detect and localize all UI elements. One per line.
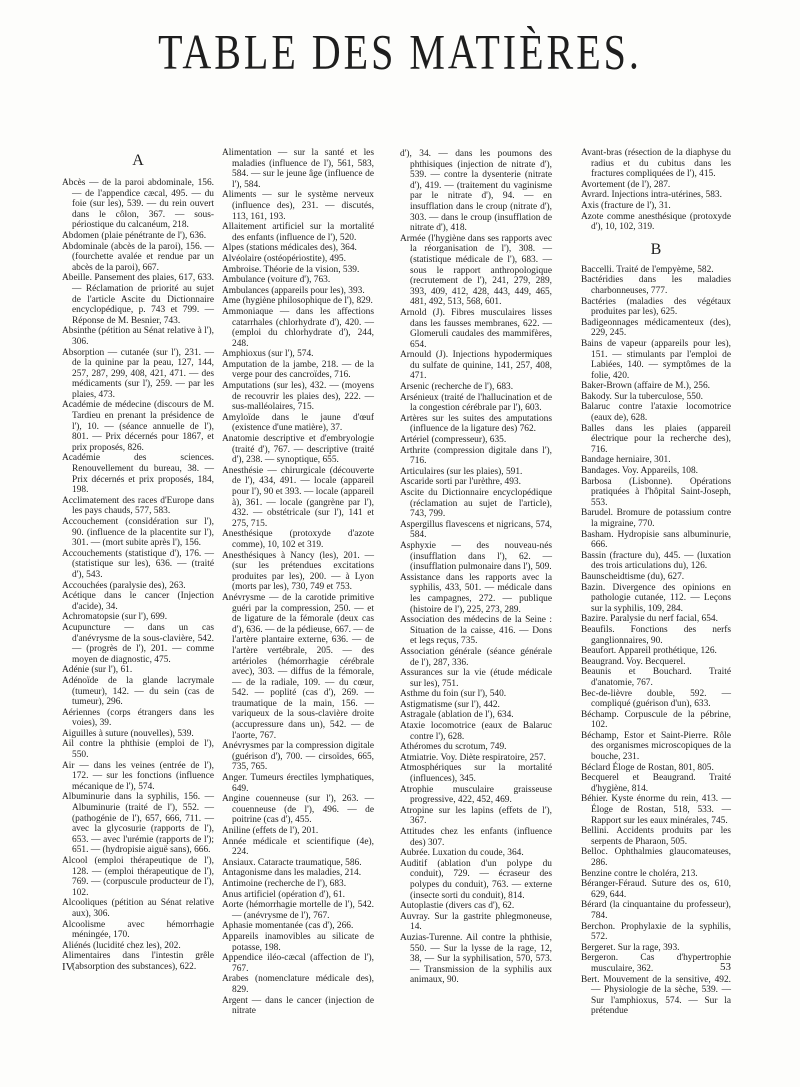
index-entry: Armée (l'hygiène dans ses rapports avec la réorganisation de l'), 308. — (statistique médicale de l'), 683. — sous le rapport anthropologique (recrutement de l'), 241, 279, 289, 393, 409, 412, 428, 443, 449, 465, 481, 492, 513, 568, 601.: [400, 233, 552, 308]
page-number: 53: [720, 961, 731, 973]
index-entry: Antagonisme dans les maladies, 214.: [222, 868, 362, 879]
index-entry: Alimentation — sur la santé et les maladies (influence de l'), 561, 583, 584. — sur le jeune âge (influence de l'), 584.: [222, 148, 374, 190]
index-entry: Barbosa (Lisbonne). Opérations pratiquées à l'hôpital Saint-Joseph, 553.: [581, 476, 731, 508]
index-entry: Association générale (séance générale de l'), 287, 336.: [400, 646, 552, 668]
index-entry: Acclimatement des races d'Europe dans les pays chauds, 577, 583.: [62, 495, 214, 517]
index-entry: Anesthésiques à Nancy (les), 201. — (sur les prétendues excitations produites par les), 200. — à Lyon (morts par les), 730, 749 et 753.: [222, 550, 374, 593]
index-entry: Béclard Éloge de Rostan, 801, 805.: [581, 762, 714, 773]
section-letter-a: A: [132, 152, 144, 169]
index-entry: Bains de vapeur (appareils pour les), 151. — stimulants par l'emploi de Labiées, 140. — symptômes de la folie, 420.: [581, 338, 731, 381]
index-entry: Badigeonnages médicamenteux (des), 229, 245.: [581, 317, 731, 339]
index-entry: Bazin. Divergence des opinions en pathologie cutanée, 112. — Leçons sur la syphilis, 109, 284.: [581, 582, 731, 614]
index-entry: Antimoine (recherche de l'), 683.: [222, 878, 347, 889]
index-entry: Balles dans les plaies (appareil électrique pour la recherche des), 716.: [581, 423, 731, 455]
index-entry: Arabes (nomenclature médicale des), 829.: [222, 974, 374, 995]
index-entry: Amputations (sur les), 432. — (moyens de recouvrir les plaies des), 222. — sus-malléolaires, 715.: [222, 381, 374, 413]
index-entry: Bakody. Sur la tuberculose, 550.: [581, 391, 704, 402]
index-entry: Anus artificiel (opération d'), 61.: [222, 889, 346, 900]
index-entry: Amyloïde dans le jaune d'œuf (existence d'une matière), 37.: [222, 412, 374, 434]
index-entry: Avrard. Injections intra-utérines, 583.: [581, 190, 722, 201]
index-entry: Acétique dans le cancer (Injection d'acide), 34.: [62, 591, 214, 612]
index-entry: Aspergillus flavescens et nigricans, 574, 584.: [400, 519, 552, 541]
index-entry: Académie de médecine (discours de M. Tardieu en prenant la présidence de l'), 10. — (séance annuelle de l'), 801. — Prix décernés pour 1867, et prix proposés, 826.: [62, 400, 214, 453]
index-entry: Ascaride sorti par l'urèthre, 493.: [400, 477, 521, 488]
index-entry: Barudel. Bromure de potassium contre la migraine, 770.: [581, 508, 731, 529]
index-entry: Abdominale (abcès de la paroi), 156. — (fourchette avalée et rendue par un abcès de la paroi), 667.: [62, 241, 214, 273]
index-entry: Association des médecins de la Seine : Situation de la caisse, 416. — Dons et legs reçus, 735.: [400, 615, 552, 647]
index-entry: Basham. Hydropisie sans albuminurie, 666.: [581, 529, 731, 551]
index-entry: Baunscheidtisme (du), 627.: [581, 571, 685, 582]
index-entry: Baccelli. Traité de l'empyème, 582.: [581, 264, 714, 275]
index-entry: Albuminurie dans la syphilis, 156. — Albuminurie (traité de l'), 552. — (pathogénie de l'), 657, 666, 711. — avec la glycosurie (rapports de l'), 653. — avec l'urémie (rapports de l'); 651. — (hydropisie aiguë sans), 666.: [62, 792, 214, 856]
index-entry: Béchamp. Corpuscule de la pébrine, 102.: [581, 709, 731, 731]
index-entry: Bazire. Paralysie du nerf facial, 654.: [581, 614, 718, 625]
index-entry: Astragale (ablation de l'), 634.: [400, 710, 514, 721]
index-entry: Alcooliques (pétition au Sénat relative aux), 306.: [62, 898, 214, 919]
index-entry: Bec-de-lièvre double, 592. — compliqué (guérison d'un), 633.: [581, 688, 731, 710]
index-entry: Avant-bras (résection de la diaphyse du radius et du cubitus dans les fractures compliquées de l'), 415.: [581, 148, 731, 180]
index-entry: Anatomie descriptive et d'embryologie (traité d'), 767. — descriptive (traité d'), 238. — synoptique, 655.: [222, 434, 374, 466]
index-entry: Accouchement (considération sur l'), 90. (influence de la placentite sur l'), 301. — (mort subite après l'), 156.: [62, 517, 214, 549]
index-entry: Autoplastie (divers cas d'), 62.: [400, 901, 515, 912]
index-entry: Alvéolaire (ostéopériostite), 495.: [222, 253, 346, 264]
index-entry: Ambroise. Théorie de la vision, 539.: [222, 264, 360, 275]
index-entry: Ataxie locomotrice (eaux de Balaruc contre l'), 628.: [400, 721, 552, 742]
index-column-1: [62, 150, 214, 973]
index-entry: Arnold (J). Fibres musculaires lisses dans les fausses membranes, 622. — Glomeruli caudales des mammifères, 654.: [400, 307, 552, 350]
index-entry: Ansiaux. Cataracte traumatique, 586.: [222, 857, 362, 868]
index-column-2: [222, 148, 374, 1017]
index-entry: Auvray. Sur la gastrite phlegmoneuse, 14.: [400, 911, 552, 933]
column-entries-post: [581, 265, 731, 1017]
index-entry: Aiguilles à suture (nouvelles), 539.: [62, 728, 194, 739]
index-entry: Anger. Tumeurs érectiles lymphatiques, 649.: [222, 773, 374, 794]
index-entry: Abcès — de la paroi abdominale, 156. — de l'appendice cæcal, 495. — du foie (sur les), 539. — du rein ouvert dans le côlon, 367. — sous-périostique du calcanéum, 218.: [62, 178, 214, 231]
index-entry: Bandage herniaire, 301.: [581, 455, 671, 466]
index-entry: Bérard (la cinquantaine du professeur), 784.: [581, 900, 731, 921]
index-entry: Ame (hygiène philosophique de l'), 829.: [222, 296, 373, 307]
index-entry: Appareils inamovibles au silicate de potasse, 198.: [222, 931, 374, 953]
index-entry: Balaruc contre l'ataxie locomotrice (eaux de), 628.: [581, 402, 731, 424]
index-entry: Atmosphériques sur la mortalité (influences), 345.: [400, 763, 552, 785]
index-entry: Bellini. Accidents produits par les serpents de Pharaon, 505.: [581, 826, 731, 847]
index-entry: Bactéries (maladies des végétaux produites par les), 625.: [581, 296, 731, 318]
index-entry: Achromatopsie (sur l'), 699.: [62, 612, 168, 623]
index-entry: Assurances sur la vie (étude médicale sur les), 751.: [400, 668, 552, 689]
index-entry: Accouchements (statistique d'), 176. — (statistique sur les), 636. — (traité d'), 543.: [62, 548, 214, 580]
index-entry: Beaunis et Bouchard. Traité d'anatomie, 767.: [581, 667, 731, 688]
index-entry: Anesthésique (protoxyde d'azote comme), 10, 102 et 319.: [222, 529, 374, 550]
index-entry: Bactéridies dans les maladies charbonneuses, 777.: [581, 275, 731, 296]
index-entry: Béranger-Féraud. Suture des os, 610, 629, 644.: [581, 879, 731, 900]
index-entry: Bandages. Voy. Appareils, 108.: [581, 466, 699, 477]
index-entry: Benzine contre le choléra, 213.: [581, 868, 698, 879]
index-entry: Auditif (ablation d'un polype du conduit), 729. — écraseur des polypes du conduit), 763. — externe (insecte sorti du conduit), 814.: [400, 858, 552, 901]
index-entry: Ambulances (appareils pour les), 393.: [222, 285, 365, 296]
index-entry: Berchon. Prophylaxie de la syphilis, 572.: [581, 921, 731, 943]
index-entry: Aphasie momentanée (cas d'), 266.: [222, 921, 354, 932]
index-entry: Arnould (J). Injections hypodermiques du sulfate de quinine, 141, 257, 408, 471.: [400, 350, 552, 382]
index-entry: Anévrysmes par la compression digitale (guérison d'), 700. — cirsoïdes, 665, 735, 765.: [222, 741, 374, 773]
index-column-3: [400, 149, 552, 986]
index-entry: Année médicale et scientifique (4e), 224.: [222, 836, 374, 858]
index-entry: Athéromes du scrotum, 749.: [400, 742, 507, 753]
index-entry: Beaugrand. Voy. Becquerel.: [581, 656, 686, 667]
index-entry: Atmiatrie. Voy. Diète respiratoire, 257.: [400, 752, 546, 763]
index-entry: Attitudes chez les enfants (influence des) 307.: [400, 827, 552, 848]
index-entry: Bergeron. Cas d'hypertrophie musculaire, 362.: [581, 953, 731, 974]
index-entry: Arthrite (compression digitale dans l'), 716.: [400, 445, 552, 467]
column-entries: [222, 148, 374, 1017]
signature-mark: IV: [62, 961, 74, 973]
index-entry: Arsenic (recherche de l'), 683.: [400, 382, 514, 393]
index-entry: d'), 34. — dans les poumons des phthisiques (injection de nitrate d'), 539. — contre la dysenterie (nitrate d'), 419. — (traitement du vaginisme par le nitrate d'), 94. — en insufflation dans le croup (nitrate d'), 303. — dans le croup (insufflation de nitrate d'), 418.: [400, 149, 552, 234]
index-entry: Astigmatisme (sur l'), 442.: [400, 699, 500, 710]
index-entry: Air — dans les veines (entrée de l'), 172. — sur les fonctions (influence mécanique de l'), 574.: [62, 760, 214, 792]
index-entry: Baker-Brown (affaire de M.), 256.: [581, 381, 711, 392]
index-entry: Ail contre la phthisie (emploi de l'), 550.: [62, 739, 214, 761]
index-entry: Ammoniaque — dans les affections catarrhales (chlorhydrate d'), 420. — (emploi du chlorhydrate d'), 244, 248.: [222, 306, 374, 349]
index-entry: Artères sur les suites des amputations (influence de la ligature des) 762.: [400, 413, 552, 435]
section-letter-b: B: [650, 240, 662, 258]
index-entry: Abeille. Pansement des plaies, 617, 633. — Réclamation de priorité au sujet de l'article Ascite du Dictionnaire encyclopédique, p. 743 et 799. — Réponse de M. Besnier, 743.: [62, 273, 214, 326]
index-column-4: [581, 148, 731, 1017]
index-entry: Ambulance (voiture d'), 763.: [222, 275, 331, 286]
index-entry: Aériennes (corps étrangers dans les voies), 39.: [62, 707, 214, 729]
index-entry: Arsénieux (traité de l'hallucination et de la congestion cérébrale par l'), 603.: [400, 392, 552, 414]
index-entry: Absorption — cutanée (sur l'), 231. — de la quinine par la peau, 127, 144, 257, 287, 299, 408, 421, 471. — des médicaments (sur l'), 259. — par les plaies, 473.: [62, 347, 214, 400]
index-entry: Allaitement artificiel sur la mortalité des enfants (influence de l'), 520.: [222, 222, 374, 243]
index-entry: Articulaires (sur les plaies), 591.: [400, 466, 523, 477]
index-entry: Bassin (fracture du), 445. — (luxation des trois articulations du), 126.: [581, 550, 731, 572]
index-entry: Bergeret. Sur la rage, 393.: [581, 942, 680, 953]
index-entry: Artériel (compresseur), 635.: [400, 435, 507, 446]
index-entry: Belloc. Ophthalmies glaucomateuses, 286.: [581, 847, 731, 868]
index-entry: Azote comme anesthésique (protoxyde d'), 10, 102, 319.: [581, 211, 731, 233]
column-entries: [400, 149, 552, 986]
index-entry: Atrophie musculaire graisseuse progressive, 422, 452, 469.: [400, 784, 552, 806]
index-entry: Amphioxus (sur l'), 574.: [222, 349, 314, 360]
column-entries-pre: [581, 148, 731, 233]
index-entry: Bert. Mouvement de la sensitive, 492. — Physiologie de la sèche, 539. — Sur l'amphioxus, 574. — Sur la prétendue: [581, 974, 731, 1017]
index-entry: Beaufils. Fonctions des nerfs ganglionnaires, 90.: [581, 624, 731, 646]
index-entry: Aliments — sur le système nerveux (influence des), 231. — discutés, 113, 161, 193.: [222, 190, 374, 222]
index-entry: Asthme du foin (sur l'), 540.: [400, 689, 507, 700]
index-entry: Adénoïde de la glande lacrymale (tumeur), 142. — du sein (cas de tumeur), 296.: [62, 675, 214, 708]
column-entries: [62, 178, 214, 973]
index-entry: Aubrée. Luxation du coude, 364.: [400, 848, 524, 859]
index-entry: Alimentaires dans l'intestin grêle (absorption des substances), 622.: [62, 951, 214, 972]
index-entry: Aorte (hémorrhagie mortelle de l'), 542.— (anévrysme de l'), 767.: [222, 900, 374, 921]
index-entry: Atropine sur les lapins (effets de l'), 367.: [400, 805, 552, 827]
index-entry: Acupuncture — dans un cas d'anévrysme de la sous-clavière, 542. — (progrès de l'), 201. — comme moyen de diagnostic, 475.: [62, 622, 214, 665]
index-entry: Aniline (effets de l'), 201.: [222, 826, 319, 836]
index-entry: Alcoolisme avec hémorrhagie méningée, 170.: [62, 919, 214, 941]
index-entry: Assistance dans les rapports avec la syphilis, 433, 501. — médicale dans les campagnes, 272. — publique (histoire de l'), 225, 273, 289.: [400, 572, 552, 615]
index-entry: Axis (fracture de l'), 31.: [581, 200, 671, 211]
index-entry: Absinthe (pétition au Sénat relative à l'), 306.: [62, 326, 214, 347]
index-entry: Ascite du Dictionnaire encyclopédique (réclamation au sujet de l'article), 743, 799.: [400, 488, 552, 520]
index-entry: Académie des sciences. Renouvellement du bureau, 38. — Prix décernés et prix proposés, 184, 198.: [62, 453, 214, 496]
index-entry: Alcool (emploi thérapeutique de l'), 128. — (emploi thérapeutique de l'), 769. — (corpuscule producteur de l'), 102.: [62, 856, 214, 898]
index-entry: Anévrysme — de la carotide primitive guéri par la compression, 250. — et de ligature de la fémorale (deux cas d'), 636. — de la pédieuse, 667. — de l'artère plantaire externe, 636. — de l'artère vertébrale, 205. — des artérioles (hémorrhagie cérébrale avec), 303. — diffus de la fémorale, — de la radiale, 109. — du cœur, 542. — poplité (cas d'), 269. — traumatique de la main, 156. — variqueux de la sous-clavière droite (accupressure dans un), 542. — de l'aorte, 767.: [222, 592, 374, 741]
index-entry: Accouchées (paralysie des), 263.: [62, 580, 186, 591]
page-title: TABLE DES MATIÈRES.: [158, 23, 642, 80]
index-entry: Beaufort. Appareil prothétique, 126.: [581, 646, 717, 657]
index-entry: Argent — dans le cancer (injection de nitrate: [222, 995, 374, 1017]
index-entry: Angine couenneuse (sur l'), 263. — couenneuse (de l'), 496. — de poitrine (cas d'), 455.: [222, 794, 374, 826]
index-entry: Béchamp, Estor et Saint-Pierre. Rôle des organismes microscopiques de la bouche, 231.: [581, 730, 731, 763]
index-entry: Amputation de la jambe, 218. — de la verge pour des cancroïdes, 716.: [222, 359, 374, 381]
index-entry: Becquerel et Beaugrand. Traité d'hygiène, 814.: [581, 773, 731, 794]
index-entry: Auzias-Turenne. Ail contre la phthisie, 550. — Sur la lysse de la rage, 12, 38, — Sur la syphilisation, 570, 573. — Transmission de la syphilis aux animaux, 90.: [400, 932, 552, 986]
index-entry: Anesthésie — chirurgicale (découverte de l'), 434, 491. — locale (appareil pour l'), 90 et 393. — locale (appareil à), 361. — locale (gangrène par l'), 432. — obstétricale (sur l'), 141 et 275, 715.: [222, 465, 374, 529]
index-entry: Asphyxie — des nouveau-nés (insufflation dans l'), 62. — (insufflation pulmonaire dans l'), 509.: [400, 540, 552, 573]
index-entry: Abdomen (plaie pénétrante de l'), 636.: [62, 230, 207, 241]
index-entry: Béhier. Kyste énorme du rein, 413. — Éloge de Rostan, 518, 533. — Rapport sur les eaux minérales, 745.: [581, 794, 731, 826]
index-entry: Avortement (de l'), 287.: [581, 179, 671, 190]
index-entry: Adénie (sur l'), 61.: [62, 665, 133, 676]
index-entry: Aliénés (lucidité chez les), 202.: [62, 940, 181, 951]
index-entry: Alpes (stations médicales des), 364.: [222, 243, 357, 254]
index-entry: Appendice iléo-cæcal (affection de l'), 767.: [222, 953, 374, 974]
